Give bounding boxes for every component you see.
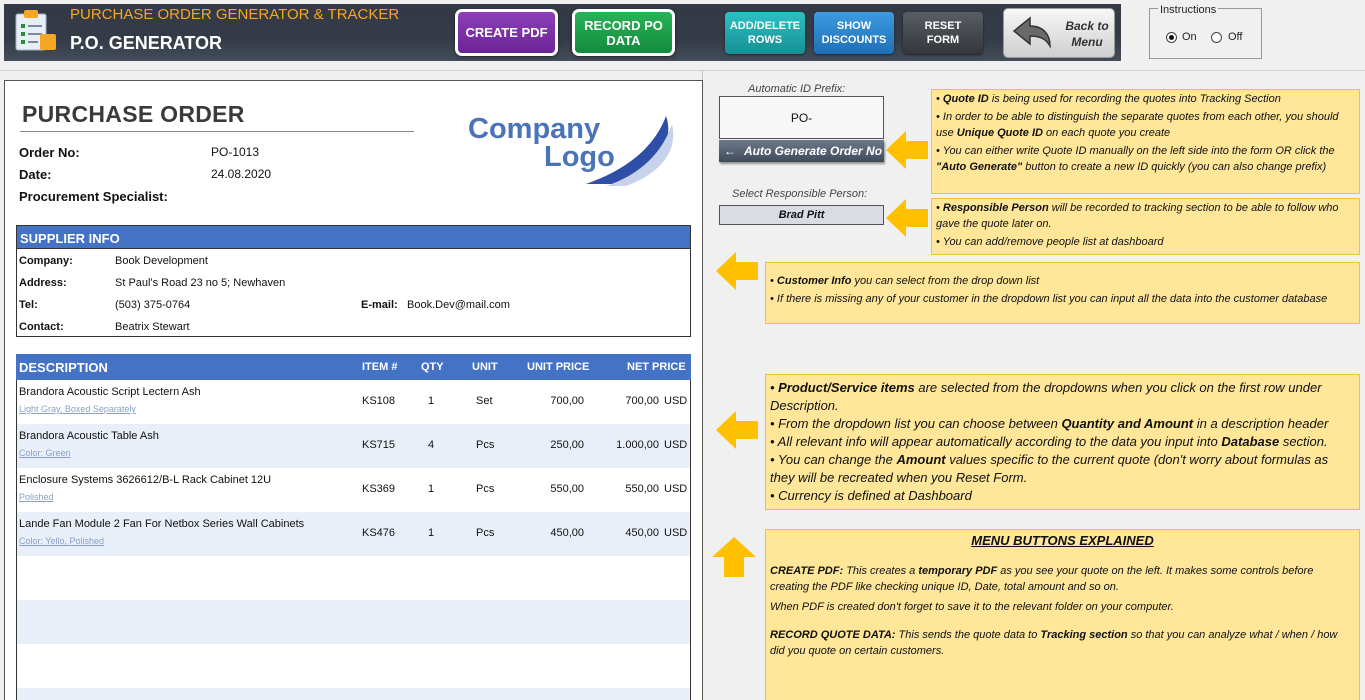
item-qty: 4 bbox=[428, 439, 435, 451]
app-subtitle: P.O. GENERATOR bbox=[70, 33, 223, 53]
customer-info-note bbox=[765, 262, 1360, 324]
instructions-on-label[interactable]: On bbox=[1182, 31, 1197, 43]
responsible-person-select[interactable]: Brad Pitt bbox=[719, 205, 884, 225]
product-items-note bbox=[765, 374, 1360, 510]
tel-value: (503) 375-0764 bbox=[115, 299, 191, 311]
column-header-description: DESCRIPTION bbox=[19, 360, 108, 375]
auto-generate-order-button[interactable] bbox=[719, 140, 884, 162]
back-to-menu-label: Back to Menu bbox=[1065, 19, 1109, 49]
item-subtitle: Color: Green bbox=[19, 448, 71, 458]
arrow-left-icon bbox=[716, 411, 758, 449]
show-discounts-label: SHOW DISCOUNTS bbox=[821, 20, 887, 46]
clipboard-icon bbox=[12, 8, 58, 52]
contact-label: Contact: bbox=[19, 321, 64, 333]
reset-form-label: RESET FORM bbox=[924, 20, 962, 46]
arrow-up-icon bbox=[712, 537, 756, 577]
show-discounts-button[interactable] bbox=[814, 12, 894, 54]
item-description: Brandora Acoustic Table Ash bbox=[19, 430, 159, 442]
page-title: PURCHASE ORDER bbox=[22, 101, 245, 127]
record-po-label: RECORD PO DATA bbox=[584, 17, 663, 48]
column-header-net-price: NET PRICE bbox=[627, 361, 686, 373]
item-currency: USD bbox=[664, 395, 688, 407]
item-net-price: 550,00 bbox=[625, 483, 659, 495]
instructions-off-radio[interactable] bbox=[1211, 32, 1222, 43]
address-value: St Paul's Road 23 no 5; Newhaven bbox=[115, 277, 286, 289]
item-number: KS715 bbox=[362, 439, 396, 451]
instructions-on-radio[interactable] bbox=[1166, 32, 1177, 43]
item-description: Lande Fan Module 2 Fan For Netbox Series Wall Cabinets bbox=[19, 518, 305, 530]
note-text: • Product/Service items are selected from the dropdowns when you click on the first row under Description. bbox=[770, 380, 1322, 413]
item-number: KS369 bbox=[362, 483, 396, 495]
table-row[interactable] bbox=[17, 600, 690, 644]
item-unit-price: 550,00 bbox=[550, 483, 584, 495]
note-text: • You can add/remove people list at dashboard bbox=[936, 236, 1164, 248]
menu-buttons-note bbox=[765, 529, 1360, 700]
table-row[interactable] bbox=[17, 688, 690, 700]
supplier-info-header: SUPPLIER INFO bbox=[16, 225, 691, 249]
instructions-title: Instructions bbox=[1160, 4, 1217, 16]
company-logo bbox=[466, 108, 678, 188]
instructions-off-label[interactable]: Off bbox=[1228, 31, 1243, 43]
column-header-unit-price: UNIT PRICE bbox=[527, 361, 590, 373]
app-title: PURCHASE ORDER GENERATOR & TRACKER bbox=[70, 6, 400, 23]
svg-text:Logo: Logo bbox=[544, 141, 615, 173]
reset-form-button[interactable] bbox=[903, 12, 983, 54]
responsible-person-caption: Select Responsible Person: bbox=[732, 188, 868, 200]
item-unit-price: 700,00 bbox=[550, 395, 584, 407]
divider bbox=[0, 70, 1365, 71]
note-text: • Responsible Person will be recorded to tracking section to be able to follow who gave the quote later on. bbox=[936, 202, 1339, 230]
item-currency: USD bbox=[664, 439, 688, 451]
back-arrow-icon bbox=[1010, 14, 1058, 52]
item-unit: Set bbox=[476, 395, 493, 407]
item-number: KS476 bbox=[362, 527, 396, 539]
quote-id-note bbox=[931, 89, 1360, 194]
note-text: • Customer Info you can select from the drop down list bbox=[770, 275, 1040, 287]
column-header-qty: QTY bbox=[421, 361, 444, 373]
column-header-item: ITEM # bbox=[362, 361, 398, 373]
order-no-label: Order No: bbox=[19, 145, 80, 160]
auto-generate-label: Auto Generate Order No bbox=[744, 144, 883, 158]
arrow-left-icon bbox=[716, 252, 758, 290]
responsible-person-note bbox=[931, 198, 1360, 255]
item-subtitle: Light Gray, Boxed Separately bbox=[19, 404, 136, 414]
divider bbox=[20, 131, 414, 132]
record-po-data-button[interactable] bbox=[572, 9, 675, 56]
note-text: • Currency is defined at Dashboard bbox=[770, 488, 972, 503]
add-delete-rows-label: ADD/DELETE ROWS bbox=[729, 20, 801, 46]
item-number: KS108 bbox=[362, 395, 396, 407]
email-value: Book.Dev@mail.com bbox=[407, 299, 510, 311]
item-subtitle: Polished bbox=[19, 492, 54, 502]
create-pdf-label: CREATE PDF bbox=[465, 25, 548, 40]
note-text: CREATE PDF: This creates a temporary PDF as you see your quote on the left. It makes some controls before creating the PDF like checking unique ID, Date, total amount and so on. bbox=[770, 565, 1314, 593]
table-row[interactable] bbox=[17, 512, 690, 556]
item-unit: Pcs bbox=[476, 439, 495, 451]
item-net-price: 700,00 bbox=[625, 395, 659, 407]
note-title: MENU BUTTONS EXPLAINED bbox=[971, 533, 1154, 548]
contact-value: Beatrix Stewart bbox=[115, 321, 190, 333]
id-prefix-caption: Automatic ID Prefix: bbox=[748, 83, 846, 95]
note-text: • All relevant info will appear automatically according to the data you input into Database section. bbox=[770, 434, 1328, 449]
item-qty: 1 bbox=[428, 395, 435, 407]
table-row[interactable] bbox=[17, 380, 690, 424]
svg-text:Company: Company bbox=[468, 113, 601, 145]
item-net-price: 450,00 bbox=[625, 527, 659, 539]
item-subtitle: Color: Yello, Polished bbox=[19, 536, 105, 546]
company-label: Company: bbox=[19, 255, 73, 267]
add-delete-rows-button[interactable] bbox=[725, 12, 805, 54]
item-description: Brandora Acoustic Script Lectern Ash bbox=[19, 386, 201, 398]
note-text: • Quote ID is being used for recording the quotes into Tracking Section bbox=[936, 93, 1281, 105]
table-row[interactable] bbox=[17, 424, 690, 468]
item-qty: 1 bbox=[428, 483, 435, 495]
table-row[interactable] bbox=[17, 556, 690, 600]
create-pdf-button[interactable] bbox=[455, 9, 558, 56]
item-unit: Pcs bbox=[476, 483, 495, 495]
note-text: • You can either write Quote ID manually on the left side into the form OR click the "Auto Generate" button to create a new ID quickly (you can also change prefix) bbox=[936, 145, 1335, 173]
id-prefix-input[interactable]: PO- bbox=[719, 96, 884, 139]
item-unit-price: 250,00 bbox=[550, 439, 584, 451]
arrow-left-icon bbox=[886, 131, 928, 169]
email-label: E-mail: bbox=[361, 299, 398, 311]
date-label: Date: bbox=[19, 167, 52, 182]
date-value[interactable]: 24.08.2020 bbox=[211, 167, 272, 181]
note-text: • In order to be able to distinguish the separate quotes from each other, you should use Unique Quote ID on each quote you create bbox=[936, 111, 1339, 139]
arrow-left-icon: ← bbox=[724, 144, 736, 158]
order-no-value[interactable]: PO-1013 bbox=[211, 145, 260, 159]
note-text: • You can change the Amount values specific to the current quote (don't worry about formulas as they will be recreated when you Reset Form. bbox=[770, 452, 1329, 485]
item-qty: 1 bbox=[428, 527, 435, 539]
back-to-menu-button[interactable] bbox=[1003, 8, 1115, 58]
note-text: • If there is missing any of your customer in the dropdown list you can input all the data into the customer database bbox=[770, 293, 1328, 305]
item-net-price: 1.000,00 bbox=[616, 439, 659, 451]
note-text: RECORD QUOTE DATA: This sends the quote data to Tracking section so that you can analyze what / when / how did you quote on certain customers. bbox=[770, 629, 1338, 657]
company-value[interactable]: Book Development bbox=[115, 255, 208, 267]
note-text: • From the dropdown list you can choose between Quantity and Amount in a description header bbox=[770, 416, 1329, 431]
item-description: Enclosure Systems 3626612/B-L Rack Cabinet 12U bbox=[19, 474, 272, 486]
tel-label: Tel: bbox=[19, 299, 38, 311]
table-row[interactable] bbox=[17, 644, 690, 688]
item-currency: USD bbox=[664, 527, 688, 539]
item-unit: Pcs bbox=[476, 527, 495, 539]
table-row[interactable] bbox=[17, 468, 690, 512]
arrow-left-icon bbox=[886, 199, 928, 237]
column-header-unit: UNIT bbox=[472, 361, 498, 373]
items-table-header bbox=[16, 354, 691, 380]
item-unit-price: 450,00 bbox=[550, 527, 584, 539]
item-currency: USD bbox=[664, 483, 688, 495]
note-text: When PDF is created don't forget to save it to the relevant folder on your computer. bbox=[770, 601, 1174, 613]
address-label: Address: bbox=[19, 277, 67, 289]
procurement-specialist-label: Procurement Specialist: bbox=[19, 189, 168, 204]
